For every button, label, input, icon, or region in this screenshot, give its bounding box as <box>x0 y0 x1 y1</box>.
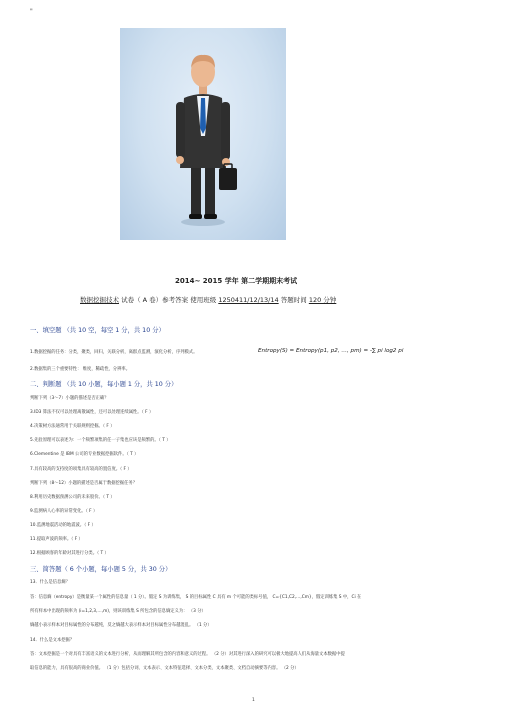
answer-line: 4.决策树方法通常用于关联规则挖掘。（ F ） <box>30 424 115 429</box>
answer-line: 10.监测地震活动的地震波。（ F ） <box>30 523 96 528</box>
exam-subtitle <box>80 295 336 304</box>
answer-line: 熵越小表示样本对目标属性的分布越纯，反之熵越大表示样本对目标属性分布越混乱。 （1 分） <box>30 623 212 628</box>
class-code: 1250411/12/13/14 <box>218 296 279 304</box>
section-heading-true-false: 二、判断题 （共 10 小题，每小题 1 分，共 10 分） <box>30 381 178 388</box>
answer-line: 7.具有较高的支持度的项集具有较高的置信度。（ F ） <box>30 467 132 472</box>
answer-line: 1.数据挖掘的任务：分类，聚类，回归，关联分析，离群点监测，演化分析，序列模式。 <box>30 350 198 355</box>
page-number: 1 <box>252 698 255 703</box>
answer-line: 9.监测病人心率的异常变化。（ F ） <box>30 509 98 514</box>
course-name: 数据挖掘技术 <box>80 296 119 304</box>
answer-line: 判断下列（8～12）小题的描述是否属于数据挖掘任务？ <box>30 481 138 486</box>
answer-line: 答：文本挖掘是一个对具有丰富语义的文本进行分析，从而理解其所包含的内容和意义的过程。 （2 分）对其进行深入的研究可以极大地提高人们从海量文本数据中提 <box>30 652 345 657</box>
answer-line: 11.提取声波的频率。（ F ） <box>30 537 83 542</box>
cover-illustration <box>120 28 286 240</box>
answer-line: 所有样本中出现的频率为 (i=1,2,3,…,m)，则该训练集 S 所包含的信息熵定义为： （3 分） <box>30 609 206 614</box>
section-heading-fill-blank: 一、填空题 （共 10 空，每空 1 分，共 10 分） <box>30 327 165 334</box>
question-line: 14．什么是文本挖掘？ <box>30 638 75 643</box>
time-value: 120 分钟 <box>308 296 337 304</box>
header-mark: " <box>30 8 33 15</box>
entropy-formula: Entropy(S) = Entropy(p1, p2, …, pm) = -∑ pi log2 pi <box>258 348 404 354</box>
section-heading-short-answer: 三、简答题（ 6 个小题，每小题 5 分，共 30 分） <box>30 566 172 573</box>
answer-line: 判断下列（3～7）小题的描述是否正确？ <box>30 396 109 401</box>
time-label: 答题时间 <box>280 296 307 304</box>
question-line: 13．什么是信息熵？ <box>30 580 70 585</box>
answer-line: 12.根据顾客的年龄对其进行分类。（ T ） <box>30 551 109 556</box>
answer-line: 5.先验原理可以表述为：一个频繁项集的任一子集也应该是频繁的。（ T ） <box>30 438 171 443</box>
answer-line: 6.Clementine 是 IBM 公司的专业数据挖掘软件。（ T ） <box>30 452 139 457</box>
businessman-figure <box>120 28 286 240</box>
answer-line: 取信息的能力，具有很高的商业价值。 （1 分）包括分词、文本表示、文本特征选择、文本分类、文本聚类、文档自动摘要等内容。 （2 分） <box>30 666 299 671</box>
exam-title: 2014~ 2015 学年 第二学期期末考试 <box>175 277 298 285</box>
answer-line: 答：信息熵（entropy）是衡量某一个属性的信息量（ 1 分）。假定 S 为训练集， S 的目标属性 C 具有 m 个可能的类标号值， C={C1,C2,…,Cm}，假定训练集 S 中，Ci 在 <box>30 595 362 600</box>
answer-line: 8.利用历史数据预测公司的未来股价。（ T ） <box>30 495 115 500</box>
answer-line: 2.数据集的三个重要特性： 维度，稀疏性，分辨率。 <box>30 367 130 372</box>
answer-line: 3.ID3 算法不仅可以处理离散属性，还可以处理连续属性。（ F ） <box>30 410 154 415</box>
paper-info: 试卷（ A 卷）参考答案 使用班级 <box>121 296 217 304</box>
